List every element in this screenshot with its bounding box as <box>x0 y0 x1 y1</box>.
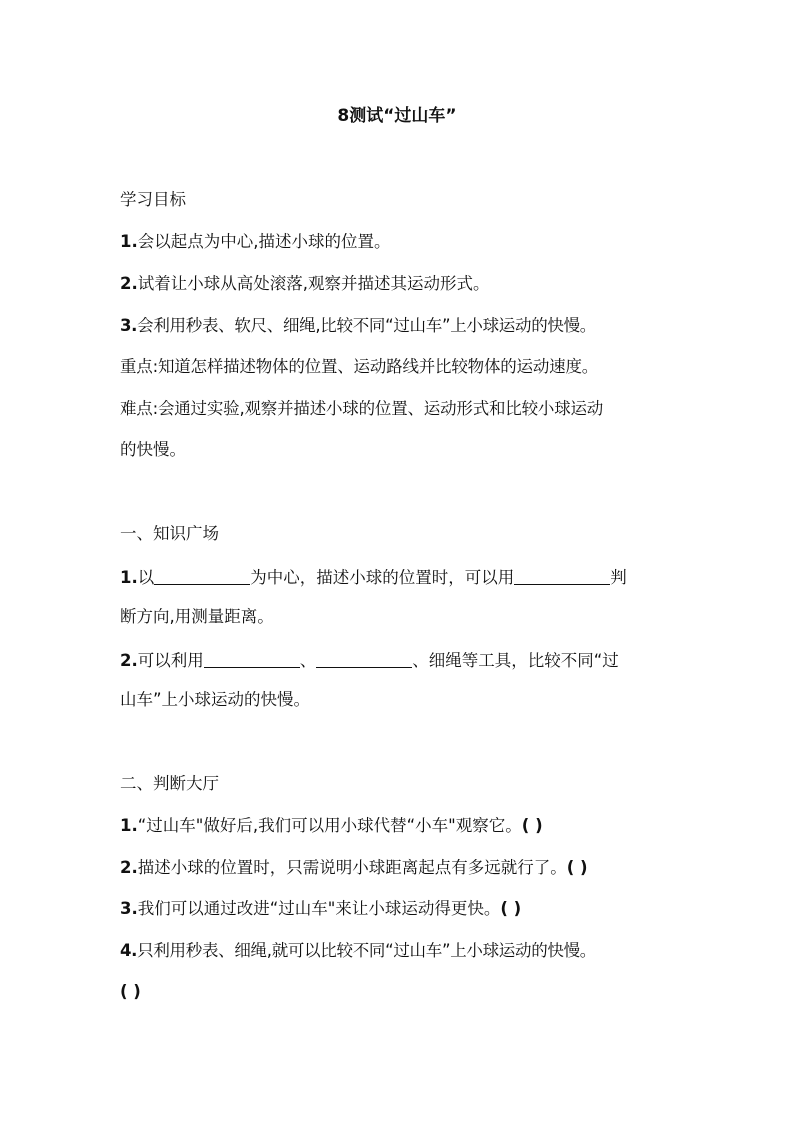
answer-blank-1[interactable] <box>154 564 250 585</box>
answer-parentheses[interactable]: ( ) <box>120 982 141 1001</box>
item-text: 描述小球的位置时，只需说明小球距离起点有多远就行了。 <box>137 858 567 877</box>
item-number: 2. <box>120 858 138 877</box>
question-text: 、细绳等工具，比较不同“过 <box>412 651 619 670</box>
question-text: 为中心，描述小球的位置时，可以用 <box>250 568 515 587</box>
section-2-heading: 二、判断大厅 <box>120 774 219 793</box>
answer-blank-2[interactable] <box>514 564 610 585</box>
question-text: 、 <box>299 651 317 670</box>
judge-item-4-line-2 <box>120 980 680 1004</box>
item-text: 只利用秒表、细绳,就可以比较不同“过山车”上小球运动的快慢。 <box>137 941 596 960</box>
answer-blank-4[interactable] <box>316 647 412 668</box>
question-text: 可以利用 <box>137 651 204 670</box>
item-number: 3. <box>120 316 138 335</box>
objective-item-2 <box>120 272 680 296</box>
item-text: “过山车"做好后,我们可以用小球代替“小车"观察它。 <box>137 816 522 835</box>
item-text: 会以起点为中心,描述小球的位置。 <box>137 232 391 251</box>
judge-item-3 <box>120 897 680 921</box>
fill-question-1 <box>120 564 680 590</box>
question-text: 以 <box>137 568 155 587</box>
answer-blank-3[interactable] <box>204 647 300 668</box>
item-number: 1. <box>120 232 138 251</box>
objective-item-1 <box>120 230 680 254</box>
item-text: 我们可以通过改进“过山车"来让小球运动得更快。 <box>137 899 501 918</box>
answer-parentheses[interactable]: ( ) <box>566 858 588 877</box>
difficulty-line-1: 难点:会通过实验,观察并描述小球的位置、运动形式和比较小球运动 <box>120 399 604 418</box>
judge-item-1 <box>120 814 680 838</box>
section-1-heading: 一、知识广场 <box>120 524 219 543</box>
item-number: 1. <box>120 568 138 587</box>
item-number: 2. <box>120 274 138 293</box>
item-number: 3. <box>120 899 138 918</box>
objective-item-3 <box>120 314 680 338</box>
difficulty-line-2: 的快慢。 <box>120 440 186 459</box>
item-number: 1. <box>120 816 138 835</box>
judge-item-4 <box>120 939 680 963</box>
item-number: 4. <box>120 941 138 960</box>
fill-question-1-line-2: 断方向,用测量距离。 <box>120 607 274 626</box>
answer-parentheses[interactable]: ( ) <box>521 816 543 835</box>
item-text: 试着让小球从高处滚落,观察并描述其运动形式。 <box>137 274 490 293</box>
objectives-heading: 学习目标 <box>120 190 186 209</box>
item-text: 会利用秒表、软尺、细绳,比较不同“过山车”上小球运动的快慢。 <box>137 316 596 335</box>
answer-parentheses[interactable]: ( ) <box>500 899 522 918</box>
judge-item-2 <box>120 856 680 880</box>
fill-question-2-line-2: 山车”上小球运动的快慢。 <box>120 690 311 709</box>
item-number: 2. <box>120 651 138 670</box>
key-point: 重点:知道怎样描述物体的位置、运动路线并比较物体的运动速度。 <box>120 357 599 376</box>
question-text: 判 <box>610 568 627 587</box>
page-title: 8测试“过山车” <box>337 106 457 126</box>
fill-question-2 <box>120 647 680 673</box>
